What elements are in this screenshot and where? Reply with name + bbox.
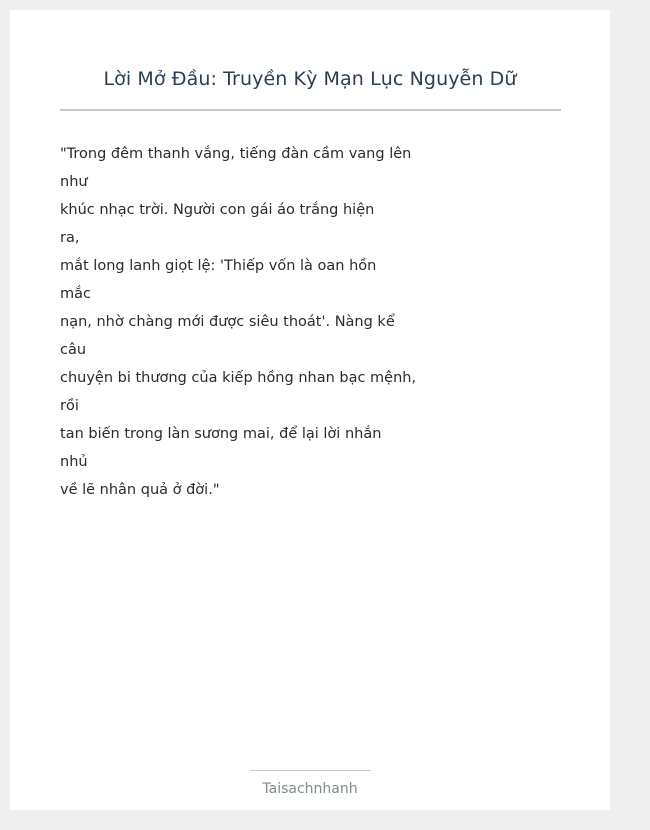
text-line: nhủ <box>60 454 88 470</box>
text-line: rồi <box>60 398 79 414</box>
document-page <box>10 10 610 810</box>
text-line: khúc nhạc trời. Người con gái áo trắng hiện <box>60 202 375 218</box>
quote-text <box>60 140 420 504</box>
text-line: ra, <box>60 230 80 246</box>
text-line: câu <box>60 342 87 358</box>
text-line: như <box>60 174 88 190</box>
footer-source: Taisachnhanh <box>262 781 358 797</box>
title-divider <box>60 109 561 111</box>
text-line: về lẽ nhân quả ở đời." <box>60 482 220 498</box>
text-line: "Trong đêm thanh vắng, tiếng đàn cầm vang lên <box>60 146 412 162</box>
page-title: Lời Mở Đầu: Truyền Kỳ Mạn Lục Nguyễn Dữ <box>103 68 517 90</box>
text-line: nạn, nhờ chàng mới được siêu thoát'. Nàng kể <box>60 314 395 330</box>
text-line: mắc <box>60 286 91 302</box>
text-line: tan biến trong làn sương mai, để lại lời nhắn <box>60 426 382 442</box>
footer-divider <box>250 770 371 771</box>
text-line: mắt long lanh giọt lệ: 'Thiếp vốn là oan hồn <box>60 258 377 274</box>
text-line: chuyện bi thương của kiếp hồng nhan bạc mệnh, <box>60 370 417 386</box>
